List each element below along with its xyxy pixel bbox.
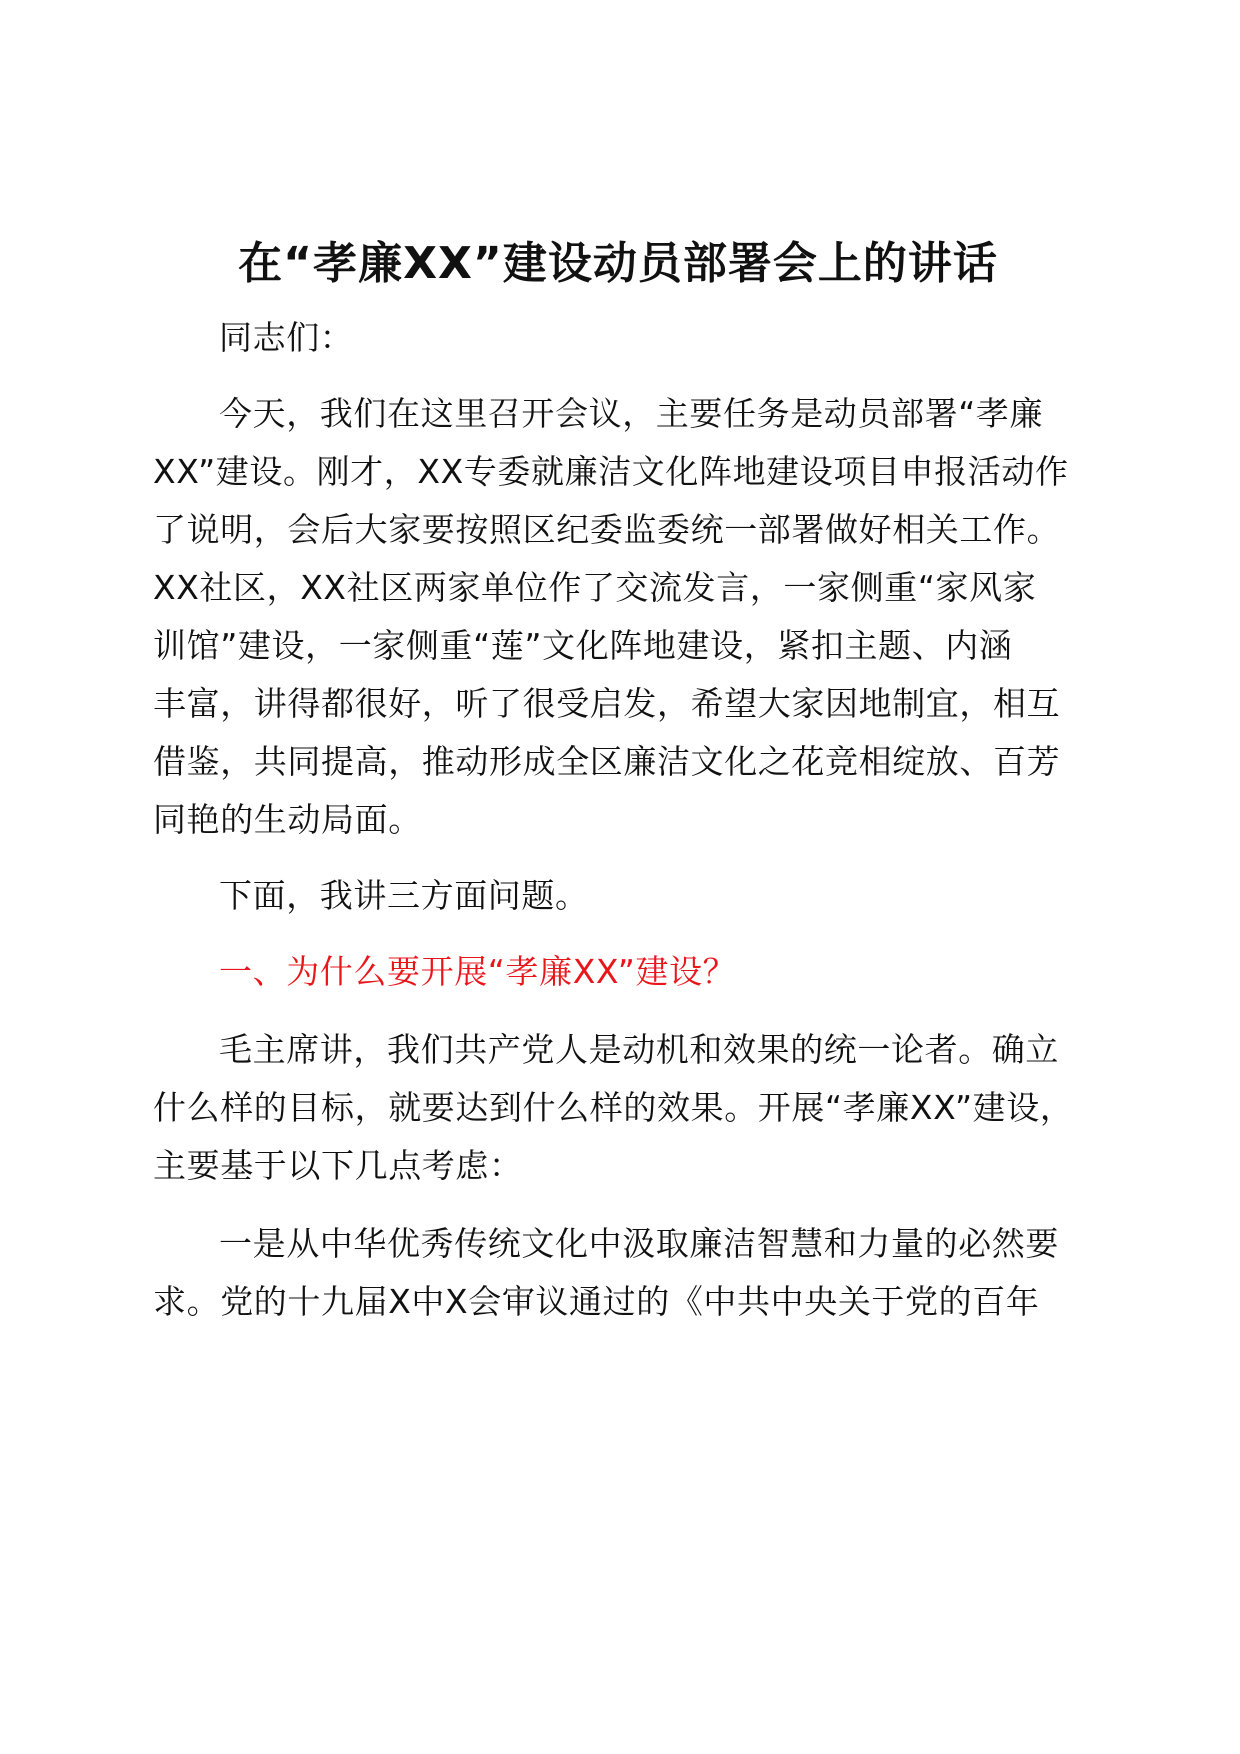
paragraph-line: 主要基于以下几点考虑：: [153, 1146, 523, 1185]
section-heading: 一、为什么要开展“孝廉XX”建设？: [219, 952, 737, 991]
paragraph-line: 借鉴，共同提高，推动形成全区廉洁文化之花竞相绽放、百芳: [153, 742, 1061, 781]
paragraph-line: XX”建设。刚才，XX专委就廉洁文化阵地建设项目申报活动作: [153, 452, 1069, 491]
paragraph-line: 训馆”建设，一家侧重“莲”文化阵地建设，紧扣主题、内涵: [153, 626, 1013, 665]
document-title: 在“孝廉XX”建设动员部署会上的讲话: [238, 238, 998, 289]
paragraph-line: 求。党的十九届X中X会审议通过的《中共中央关于党的百年: [153, 1282, 1040, 1321]
paragraph-line: 什么样的目标，就要达到什么样的效果。开展“孝廉XX”建设，: [153, 1088, 1074, 1127]
salutation: 同志们：: [219, 318, 354, 357]
paragraph-line: 毛主席讲，我们共产党人是动机和效果的统一论者。确立: [219, 1030, 1059, 1069]
paragraph-line: 下面，我讲三方面问题。: [219, 876, 589, 915]
paragraph-line: 今天，我们在这里召开会议，主要任务是动员部署“孝廉: [219, 394, 1044, 433]
paragraph-line: 了说明，会后大家要按照区纪委监委统一部署做好相关工作。: [153, 510, 1061, 549]
paragraph-line: 同艳的生动局面。: [153, 800, 422, 839]
paragraph-line: 丰富，讲得都很好，听了很受启发，希望大家因地制宜，相互: [153, 684, 1061, 723]
paragraph-line: XX社区，XX社区两家单位作了交流发言，一家侧重“家风家: [153, 568, 1037, 607]
paragraph-line: 一是从中华优秀传统文化中汲取廉洁智慧和力量的必然要: [219, 1224, 1059, 1263]
